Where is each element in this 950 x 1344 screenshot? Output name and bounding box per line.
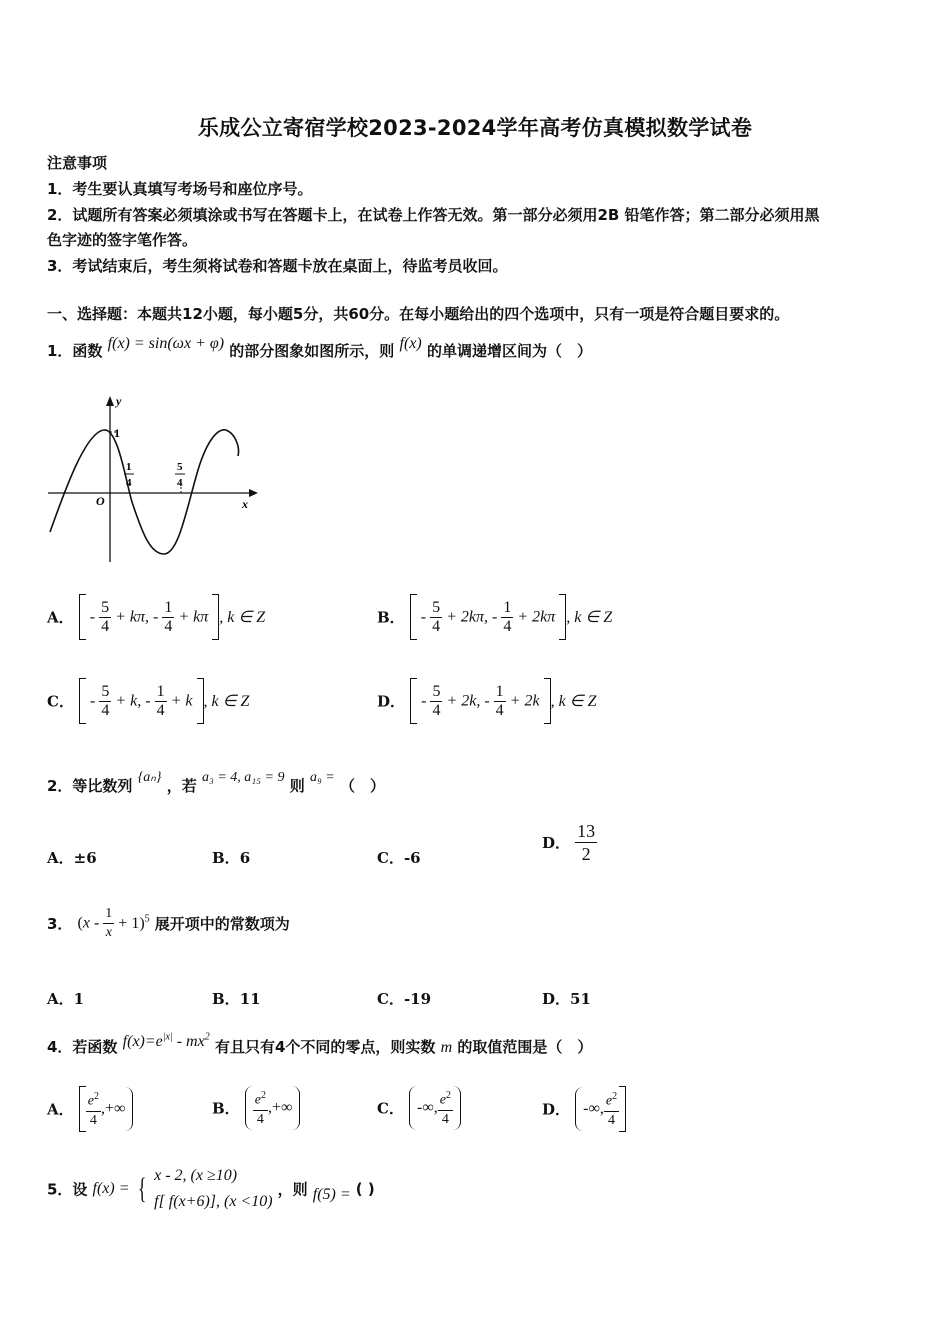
q5-stem: 5．设 f(x) = { x - 2, (x ≥10) f[ f(x+6)], (x <10) ，则 f(5) = ( ) <box>47 1163 375 1215</box>
q2-tail: （ ） <box>340 777 386 795</box>
y-axis-arrow <box>106 396 114 406</box>
x-tick1-num: 1 <box>126 461 132 473</box>
q5-then: ，则 <box>277 1180 308 1199</box>
q4-text: 有且只有4个不同的零点，则实数 <box>214 1038 436 1056</box>
q2-sequence: {aₙ} <box>137 770 162 785</box>
notice-item: 1．考生要认真填写考场号和座位序号。 <box>47 180 313 198</box>
x-tick1-den: 4 <box>126 477 132 489</box>
q1-option-b[interactable]: B． - $\frac{5}{4}$ + 2kπ, - $\frac{1}{4}$ + 2kπ , k ∈ Z <box>377 594 612 640</box>
q5-case1: x - 2, (x ≥10) <box>154 1167 238 1184</box>
q4-stem <box>47 1031 593 1057</box>
fraction-numerator: 13 <box>577 821 596 841</box>
notice-item: 2．试题所有答案必须填涂或书写在答题卡上，在试卷上作答无效。第一部分必须用2B 铅笔作答；第二部分必须用黑 <box>47 206 820 224</box>
q1-option-a[interactable]: A． - $\frac{5}{4}$ + kπ, - $\frac{1}{4}$ + kπ , k ∈ Z <box>47 594 265 640</box>
option-value: 1 <box>73 990 85 1008</box>
q3-option-b[interactable]: B．11 <box>212 990 261 1008</box>
x-tick2-den: 4 <box>177 477 183 489</box>
q5-ask: f(5) = <box>312 1186 351 1203</box>
y-tick-label: 1 <box>114 426 120 440</box>
q3-option-d[interactable]: D．51 <box>542 990 591 1008</box>
q4-tail: 的取值范围是（ ） <box>457 1038 593 1056</box>
q1-number: 1．函数 <box>47 342 103 360</box>
q2-text: ，若 <box>166 777 197 795</box>
q2-number: 2．等比数列 <box>47 777 133 795</box>
q1-graph <box>46 392 264 564</box>
q4-option-b[interactable]: B． $\frac{e^2}{4}$ ,+∞ <box>212 1086 300 1130</box>
q4-option-c[interactable]: C． -∞, $\frac{e^2}{4}$ <box>377 1086 461 1130</box>
q5-tail: ( ) <box>355 1180 375 1198</box>
q3-stem: 3． (x - $\frac{1}{x}$ + 1)$^5$ 展开项中的常数项为 <box>47 906 290 940</box>
q2-option-d[interactable]: D． $\frac{13}{2}$ <box>542 821 596 864</box>
q4-option-a[interactable]: A． $\frac{e^2}{4}$ ,+∞ <box>47 1086 133 1132</box>
option-value: -19 <box>403 990 432 1008</box>
x-axis-arrow <box>249 489 258 497</box>
option-value: -6 <box>403 849 421 867</box>
fraction-denominator: 2 <box>581 844 591 864</box>
q5-function: f(x) = <box>92 1180 130 1197</box>
q2-option-a[interactable]: A．±6 <box>47 849 97 867</box>
notice-item: 3．考试结束后，考生须将试卷和答题卡放在桌面上，待监考员收回。 <box>47 257 508 275</box>
x-tick2-num: 5 <box>177 461 183 473</box>
q1-stem <box>47 335 592 361</box>
x-label: x <box>242 497 248 511</box>
page-title: 乐成公立寄宿学校2023-2024学年高考仿真模拟数学试卷 <box>197 116 753 140</box>
option-label: C． <box>47 692 74 711</box>
notice-heading: 注意事项 <box>47 154 108 172</box>
q4-variable: m <box>440 1039 453 1056</box>
option-value: ±6 <box>73 849 97 867</box>
option-label: B． <box>377 608 405 627</box>
q1-fx: f(x) <box>399 335 422 352</box>
q4-function: $f(x)=e^{|x|} - mx^2$ <box>122 1031 210 1050</box>
q1-function: f(x) = sin(ωx + φ) <box>107 335 225 352</box>
q5-case2: f[ f(x+6)], (x <10) <box>154 1193 273 1210</box>
option-label: D． <box>377 692 406 711</box>
option-value: 11 <box>239 990 261 1008</box>
q5-number: 5．设 <box>47 1180 88 1199</box>
q1-tail: 的单调递增区间为（ ） <box>426 342 592 360</box>
q2-option-b[interactable]: B．6 <box>212 849 251 867</box>
y-label: y <box>116 394 122 408</box>
q2-option-c[interactable]: C．-6 <box>377 849 421 867</box>
q3-tail: 展开项中的常数项为 <box>154 915 290 933</box>
option-value: 51 <box>570 990 591 1008</box>
q1-option-d[interactable]: D． - $\frac{5}{4}$ + 2k, - $\frac{1}{4}$ + 2k , k ∈ Z <box>377 678 597 724</box>
q1-option-c[interactable]: C． - $\frac{5}{4}$ + k, - $\frac{1}{4}$ + k , k ∈ Z <box>47 678 249 724</box>
q4-number: 4．若函数 <box>47 1038 118 1056</box>
q3-option-c[interactable]: C．-19 <box>377 990 432 1008</box>
q3-option-a[interactable]: A．1 <box>47 990 85 1008</box>
q2-ask: a₉ = <box>309 770 335 785</box>
q3-number: 3． <box>47 915 73 933</box>
origin-label: O <box>96 494 105 508</box>
sine-curve <box>50 430 239 554</box>
option-value: 6 <box>239 849 251 867</box>
q2-then: 则 <box>289 777 305 795</box>
notice-item: 色字迹的签字笔作答。 <box>47 231 198 249</box>
q4-option-d[interactable]: D． -∞, $\frac{e^2}{4}$ <box>542 1086 626 1132</box>
section-heading: 一、选择题：本题共12小题，每小题5分，共60分。在每小题给出的四个选项中，只有一项是符合题目要求的。 <box>47 305 790 323</box>
q2-condition: a₃ = 4, a₁₅ = 9 <box>201 770 285 785</box>
q2-stem <box>47 770 386 796</box>
q1-text: 的部分图象如图所示，则 <box>229 342 395 360</box>
option-label: A． <box>47 608 74 627</box>
